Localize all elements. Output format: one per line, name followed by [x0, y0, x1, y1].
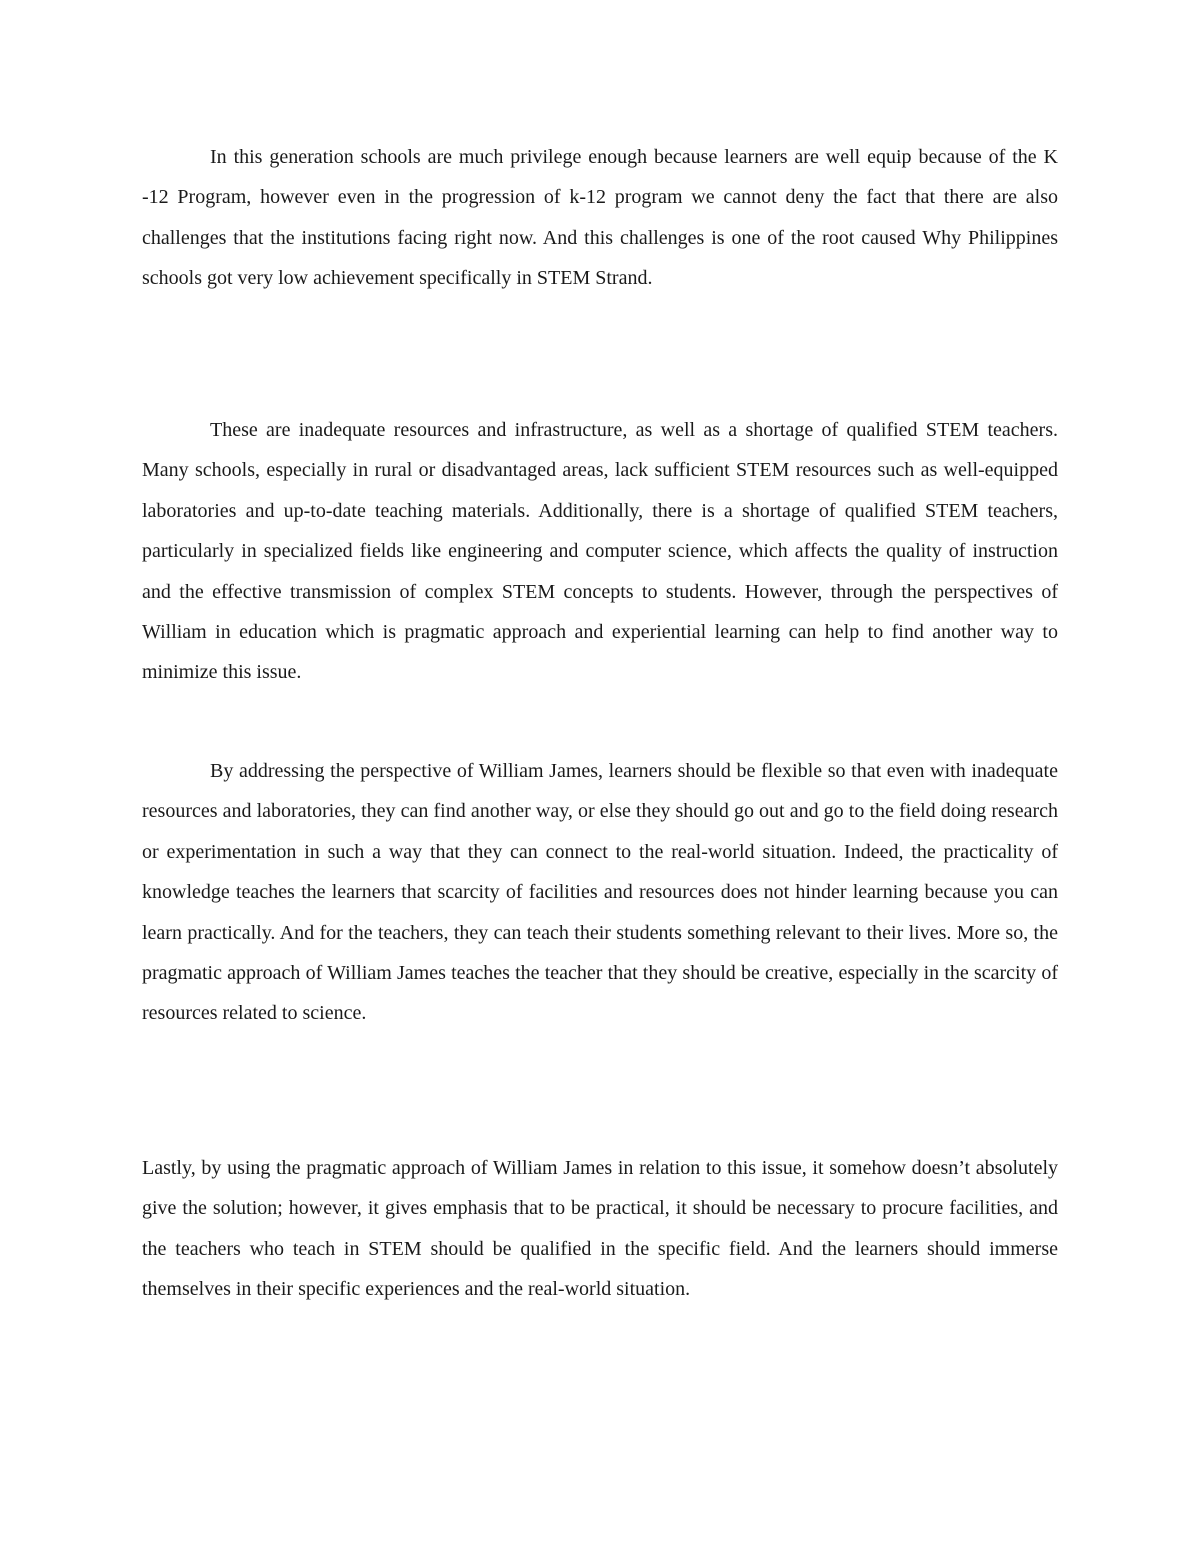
paragraph-william-james-perspective: By addressing the perspective of William James, learners should be flexible so that even with inadequate resources and laboratories, they can find another way, or else they should go out and go to the field doing research or experimentation in such a way that they can connect to the real-world situation. Indeed, the practicality of knowledge teaches the learners that scarcity of facilities and resources does not hinder learning because you can learn practically. And for the teachers, they can teach their students something relevant to their lives. More so, the pragmatic approach of William James teaches the teacher that they should be creative, especially in the scarcity of resources related to science.	[142, 760, 1058, 1025]
paragraph-conclusion: Lastly, by using the pragmatic approach of William James in relation to this issue, it somehow doesn’t absolutely give the solution; however, it gives emphasis that to be practical, it should be necessary to procure facilities, and the teachers who teach in STEM should be qualified in the specific field. And the learners should immerse themselves in their specific experiences and the real-world situation.	[142, 1157, 1058, 1301]
paragraph-intro: In this generation schools are much privilege enough because learners are well equip because of the K -12 Program, however even in the progression of k-12 program we cannot deny the fact that there are also challenges that the institutions facing right now. And this challenges is one of the root caused Why Philippines schools got very low achievement specifically in STEM Strand.	[142, 146, 1058, 290]
paragraph-challenges: These are inadequate resources and infrastructure, as well as a shortage of qualified STEM teachers. Many schools, especially in rural or disadvantaged areas, lack sufficient STEM resources such as well-equipped laboratories and up-to-date teaching materials. Additionally, there is a shortage of qualified STEM teachers, particularly in specialized fields like engineering and computer science, which affects the quality of instruction and the effective transmission of complex STEM concepts to students. However, through the perspectives of William in education which is pragmatic approach and experiential learning can help to find another way to minimize this issue.	[142, 419, 1058, 684]
